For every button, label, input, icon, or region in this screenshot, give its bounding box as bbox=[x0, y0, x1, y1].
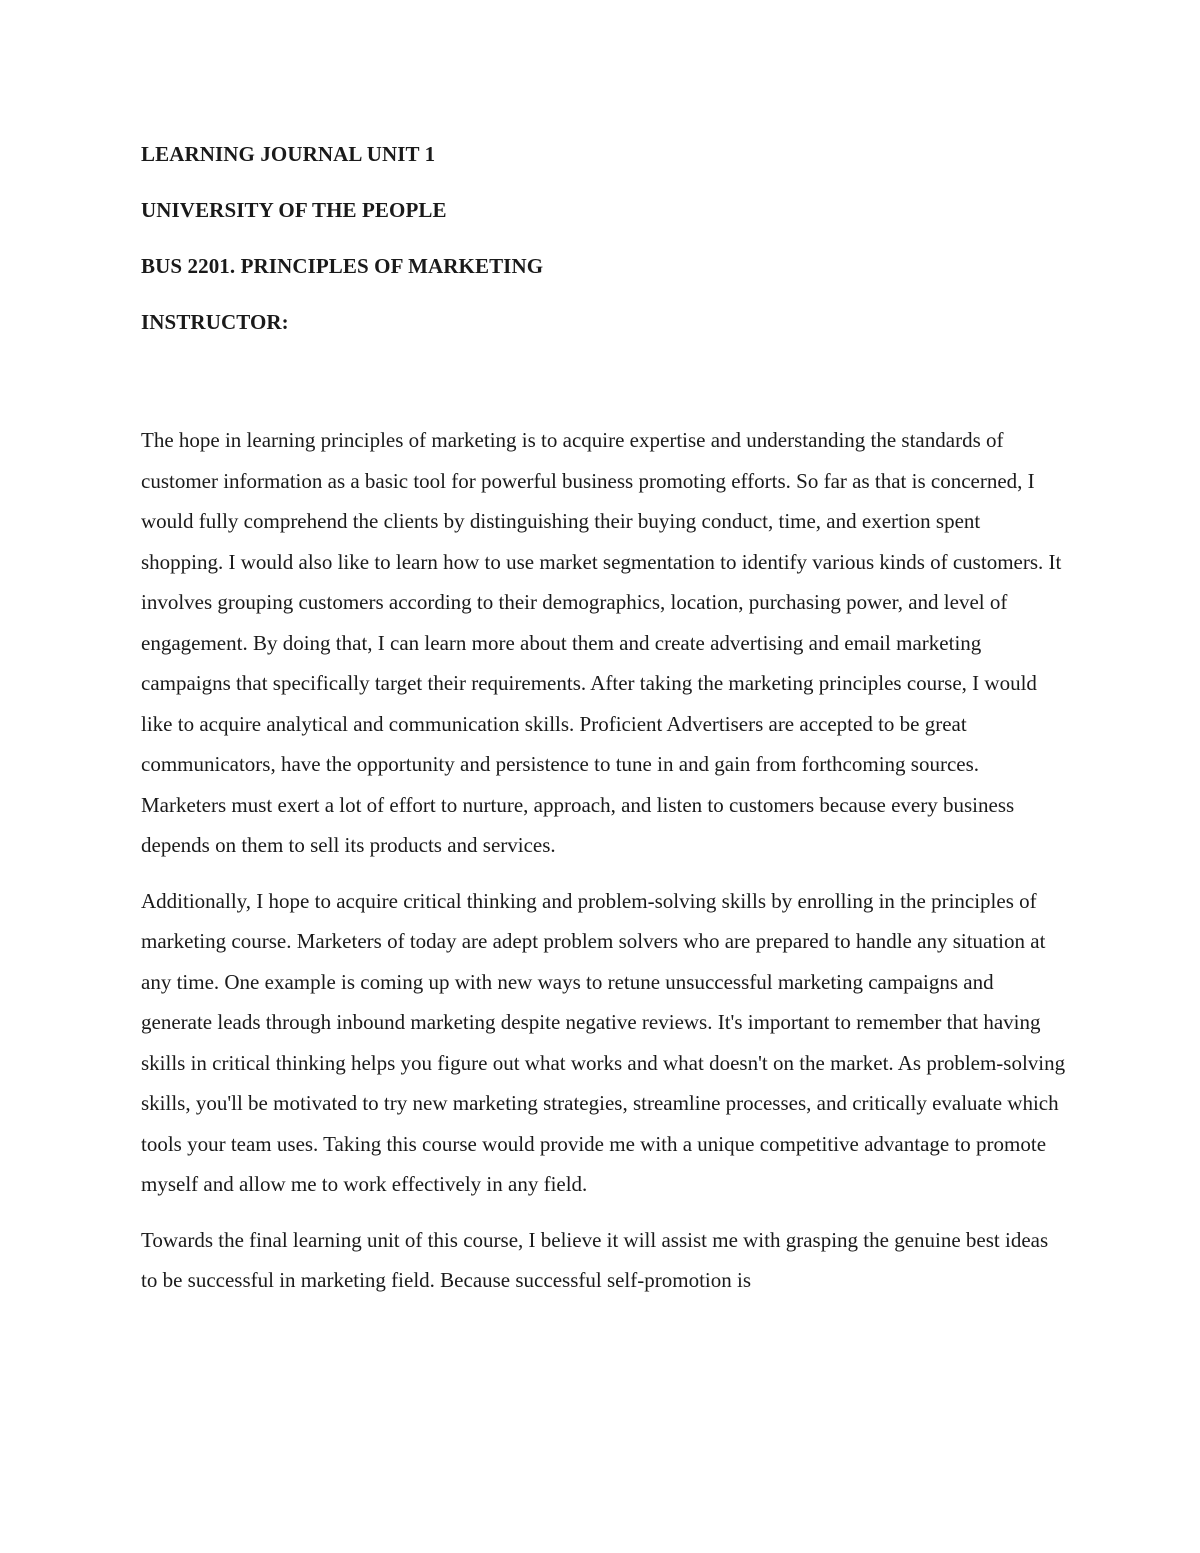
instructor-label: INSTRUCTOR: bbox=[141, 310, 289, 334]
course-title: BUS 2201. PRINCIPLES OF MARKETING bbox=[141, 254, 544, 278]
document-header bbox=[141, 140, 1061, 364]
body-paragraph-2: Additionally, I hope to acquire critical thinking and problem-solving skills by enrolling in the principles of marketing course. Marketers of today are adept problem solvers who are prepared to handle any situation at any time. One example is coming up with new ways to retune unsuccessful marketing campaigns and generate leads through inbound marketing despite negative reviews. It's important to remember that having skills in critical thinking helps you figure out what works and what doesn't on the market. As problem-solving skills, you'll be motivated to try new marketing strategies, streamline processes, and critically evaluate which tools your team uses. Taking this course would provide me with a unique competitive advantage to promote myself and allow me to work effectively in any field. bbox=[141, 888, 1066, 1196]
journal-title: LEARNING JOURNAL UNIT 1 bbox=[141, 142, 436, 166]
body-paragraph-1: The hope in learning principles of marketing is to acquire expertise and understanding the standards of customer information as a basic tool for powerful business promoting efforts. So far as that is concerned, I would fully comprehend the clients by distinguishing their buying conduct, time, and exertion spent shopping. I would also like to learn how to use market segmentation to identify various kinds of customers. It involves grouping customers according to their demographics, location, purchasing power, and level of engagement. By doing that, I can learn more about them and create advertising and email marketing campaigns that specifically target their requirements. After taking the marketing principles course, I would like to acquire analytical and communication skills. Proficient Advertisers are accepted to be great communicators, have the opportunity and persistence to tune in and gain from forthcoming sources. Marketers must exert a lot of effort to nurture, approach, and listen to customers because every business depends on them to sell its products and services. bbox=[141, 428, 1062, 857]
body-paragraph-3: Towards the final learning unit of this course, I believe it will assist me with grasping the genuine best ideas to be successful in marketing field. Because successful self-promotion is bbox=[141, 1227, 1049, 1292]
university-name: UNIVERSITY OF THE PEOPLE bbox=[141, 198, 447, 222]
document-body bbox=[141, 420, 1066, 1316]
